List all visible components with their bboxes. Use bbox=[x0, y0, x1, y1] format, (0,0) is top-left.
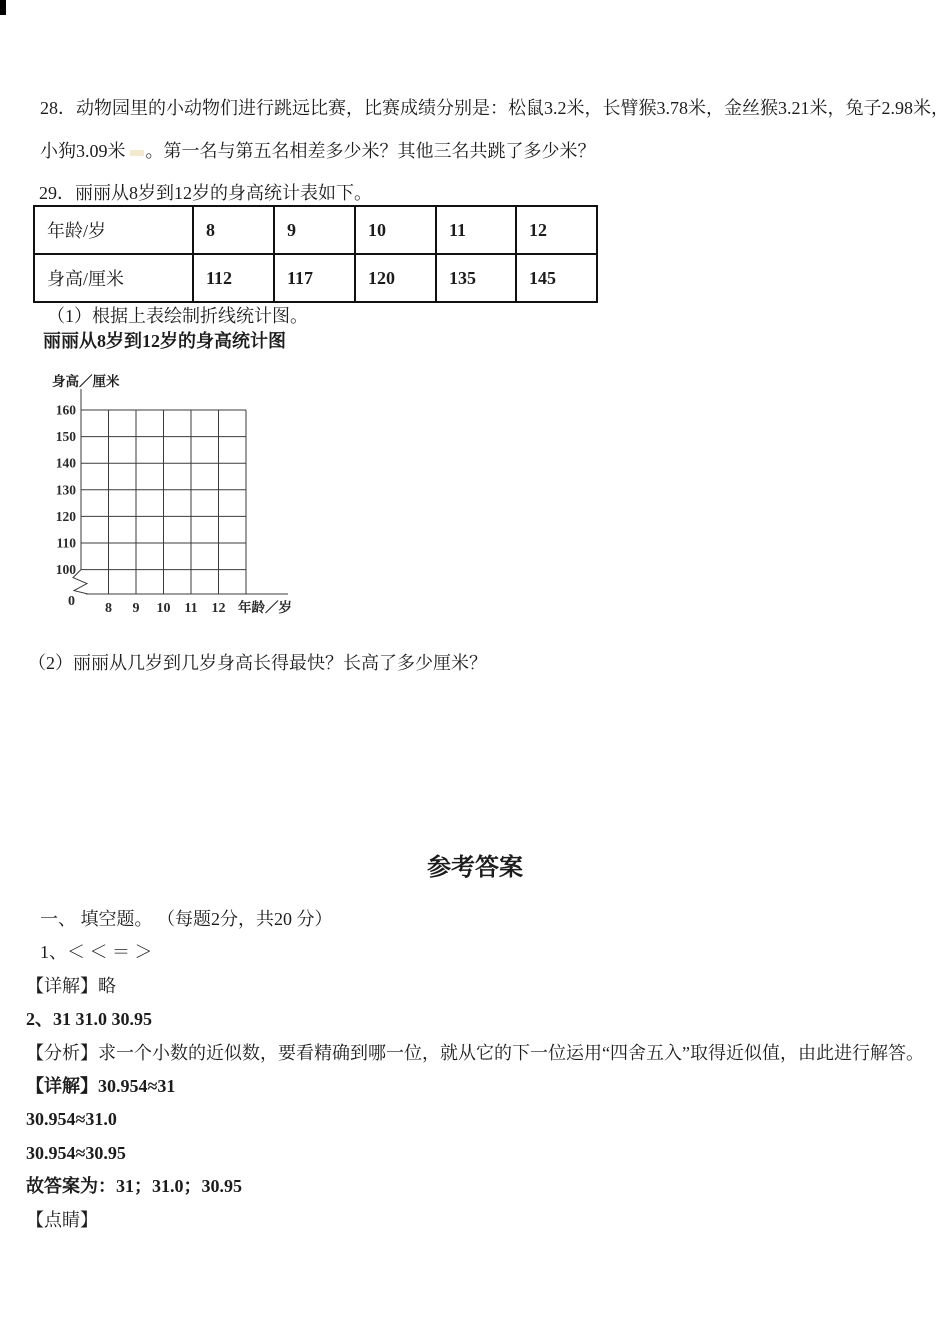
question-28-line-2-pre: 小狗3.09米 bbox=[40, 141, 126, 161]
question-28-line-1: 28．动物园里的小动物们进行跳远比赛，比赛成绩分别是：松鼠3.2米，长臂猴3.78米，金丝猴3.21米，兔子2.98米， bbox=[40, 98, 949, 118]
chart-x-axis-label: 年龄／岁 bbox=[238, 600, 292, 615]
answer-line: 故答案为：31；31.0；30.95 bbox=[26, 1176, 242, 1197]
table-header-cell: 年龄/岁 bbox=[34, 206, 193, 254]
highlight-mark bbox=[130, 150, 144, 156]
table-value-cell: 145 bbox=[516, 254, 597, 302]
y-tick-label: 120 bbox=[55, 508, 76, 524]
answers-section bbox=[26, 903, 930, 1237]
answer-line: 30.954≈31.0 bbox=[26, 1109, 117, 1130]
answer-line: 1、＜ ＜ ＝ ＞ bbox=[40, 942, 153, 963]
table-value-cell: 120 bbox=[355, 254, 436, 302]
y-tick-label: 100 bbox=[55, 562, 76, 578]
question-29: 29．丽丽从8岁到12岁的身高统计表如下。 bbox=[39, 183, 372, 203]
line-chart-grid bbox=[0, 362, 300, 622]
answer-line: 30.954≈30.95 bbox=[26, 1142, 126, 1163]
table-value-cell: 8 bbox=[193, 206, 274, 254]
y-tick-label: 160 bbox=[55, 402, 76, 418]
x-tick-label: 9 bbox=[132, 601, 140, 616]
table-value-cell: 9 bbox=[274, 206, 355, 254]
table-row bbox=[34, 254, 597, 302]
table-value-cell: 135 bbox=[436, 254, 516, 302]
height-table bbox=[33, 205, 598, 303]
y-tick-label: 130 bbox=[55, 482, 76, 498]
answer-line: 【详解】30.954≈31 bbox=[26, 1076, 176, 1097]
answer-line: 2、31 31.0 30.95 bbox=[26, 1009, 152, 1030]
answer-line: 【分析】求一个小数的近似数，要看精确到哪一位，就从它的下一位运用“四舍五入”取得近似值，由此进行解答。 bbox=[26, 1042, 924, 1063]
chart-title: 丽丽从8岁到12岁的身高统计图 bbox=[43, 331, 286, 351]
y-tick-label: 140 bbox=[55, 455, 76, 471]
answer-line: 【点睛】 bbox=[26, 1209, 98, 1230]
chart-y-axis-label: 身高／厘米 bbox=[52, 374, 120, 389]
x-tick-label: 11 bbox=[184, 601, 198, 616]
x-tick-label: 8 bbox=[105, 601, 112, 616]
question-28-line-2 bbox=[40, 140, 596, 162]
question-28-line-2-post: 。第一名与第五名相差多少米？其他三名共跳了多少米？ bbox=[145, 141, 596, 161]
x-tick-label: 10 bbox=[156, 601, 171, 616]
y-tick-label: 110 bbox=[56, 535, 76, 551]
table-row bbox=[34, 206, 597, 254]
origin-label: 0 bbox=[68, 594, 75, 609]
table-value-cell: 117 bbox=[274, 254, 355, 302]
answer-line: 一、 填空题。 （每题2分，共20 分） bbox=[40, 909, 333, 929]
table-value-cell: 12 bbox=[516, 206, 597, 254]
subquestion-1: （1）根据上表绘制折线统计图。 bbox=[47, 306, 308, 326]
subquestion-2: （2）丽丽从几岁到几岁身高长得最快？长高了多少厘米？ bbox=[28, 653, 487, 673]
table-header-cell: 身高/厘米 bbox=[34, 254, 193, 302]
table-value-cell: 10 bbox=[355, 206, 436, 254]
x-tick-label: 12 bbox=[211, 601, 226, 616]
scan-corner-artifact bbox=[0, 0, 6, 15]
table-value-cell: 112 bbox=[193, 254, 274, 302]
answers-heading: 参考答案 bbox=[427, 853, 523, 881]
table-value-cell: 11 bbox=[436, 206, 516, 254]
y-tick-label: 150 bbox=[55, 429, 76, 445]
answer-line: 【详解】略 bbox=[26, 975, 116, 996]
